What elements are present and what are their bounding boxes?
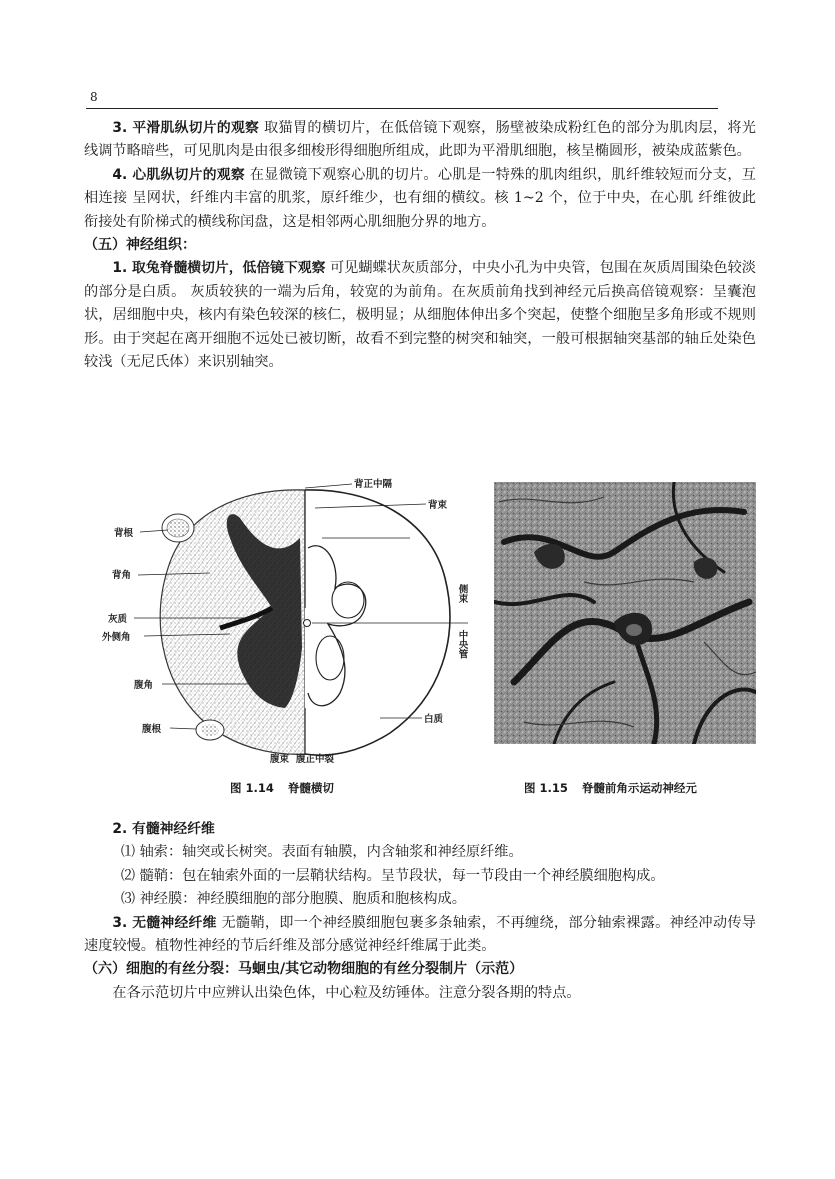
myelinated-item-neurilemma: ⑶ 神经膜：神经膜细胞的部分胞膜、胞质和胞核构成。	[120, 891, 466, 908]
label-central-canal: 中央管	[456, 630, 468, 659]
label-dorsal-root: 背根	[114, 528, 134, 539]
spinal-cord-text: 可见蝴蝶状灰质部分，中央小孔为中央管，包围在灰质周围染色较淡的部分是白质。 灰质较狭的一端为后角，较宽的为前角。在灰质前角找到神经元后换高倍镜观察：呈囊泡状，居细胞中央，核内有染色较深的核仁，极明显；从细胞体伸出多个突起，使整个细胞呈多角形或不规则形。由于突起在离开细胞不远处已被切断，故看不到完整的树突和轴突，一般可根据轴突基部的轴丘处染色较浅（无尼氏体）来识别轴突。	[84, 260, 756, 371]
nerve-tissue-heading: （五）神经组织：	[84, 237, 196, 254]
smooth-muscle-text: 取猫胃的横切片，在低倍镜下观察，肠壁被染成粉红色的部分为肌肉层，将光线调节略暗些，可见肌肉是由很多细梭形得细胞所组成，此即为平滑肌细胞，核呈椭圆形，被染成蓝紫色。	[84, 120, 756, 160]
myelinated-item-sheath: ⑵ 髓鞘：包在轴索外面的一层鞘状结构。呈节段状，每一节段由一个神经膜细胞构成。	[120, 867, 665, 884]
header-rule	[86, 108, 718, 109]
figure-1-15-caption	[524, 780, 697, 796]
paragraph-cardiac-muscle	[84, 164, 756, 234]
body-text-upper	[84, 117, 756, 374]
paragraph-unmyelinated	[84, 912, 756, 959]
myelinated-heading-line	[84, 818, 756, 841]
label-dorsal-funiculus: 背束	[428, 500, 448, 511]
label-ventral-funiculus: 腹束	[270, 754, 290, 765]
figure-1-14-title: 脊髓横切	[287, 781, 334, 795]
cardiac-muscle-title: 4. 心肌纵切片的观察	[112, 166, 245, 183]
myelinated-title: 2. 有髓神经纤维	[112, 821, 215, 837]
motor-neuron-micrograph	[494, 482, 756, 744]
mitosis-heading: （六）细胞的有丝分裂：马蛔虫/其它动物细胞的有丝分裂制片（示范）	[84, 961, 524, 978]
paragraph-spinal-cord	[84, 257, 756, 374]
label-gray-matter: 灰质	[108, 614, 128, 625]
label-lateral-horn: 外侧角	[102, 632, 131, 643]
label-ventral-root: 腹根	[142, 724, 162, 735]
unmyelinated-text: 无髓鞘，即一个神经膜细胞包裹多条轴索，不再缠绕，部分轴索裸露。神经冲动传导速度较慢。植物性神经的节后纤维及部分感觉神经纤维属于此类。	[84, 914, 756, 955]
figure-1-14-number: 图 1.14	[230, 781, 274, 795]
figure-1-15-title: 脊髓前角示运动神经元	[581, 781, 697, 795]
figure-1-15-number: 图 1.15	[524, 781, 568, 795]
body-text-lower	[84, 818, 756, 1005]
label-dorsal-median-septum: 背正中隔	[354, 479, 393, 490]
spinal-cord-cross-section-figure	[90, 478, 480, 768]
label-white-matter: 白质	[424, 714, 444, 725]
unmyelinated-title: 3. 无髓神经纤维	[112, 914, 217, 931]
myelinated-item-axon: ⑴ 轴索：轴突或长树突。表面有轴膜，内含轴浆和神经原纤维。	[120, 844, 523, 861]
smooth-muscle-title: 3. 平滑肌纵切片的观察	[112, 120, 260, 136]
mitosis-text: 在各示范切片中应辨认出染色体，中心粒及纺锤体。注意分裂各期的特点。	[112, 984, 581, 1001]
spinal-cord-title: 1. 取兔脊髓横切片，低倍镜下观察	[112, 260, 326, 277]
label-ventral-median-fissure: 腹正中裂	[296, 754, 335, 765]
page-number: 8	[90, 90, 98, 104]
label-dorsal-horn: 背角	[112, 570, 132, 581]
cardiac-muscle-text: 在显微镜下观察心肌的切片。心肌是一特殊的肌肉组织，肌纤维较短而分支，互相连接 呈网状，纤维内丰富的肌浆，原纤维少，也有细的横纹。核 1~2 个，位于中央，在心肌 纤维彼此衔接处有阶梯式的横线称闰盘，这是相邻两心肌细胞分界的地方。	[84, 166, 756, 230]
figures-row	[90, 478, 760, 808]
paragraph-smooth-muscle	[84, 117, 756, 164]
label-lateral-funiculus: 侧束	[456, 584, 468, 603]
label-ventral-horn: 腹角	[134, 680, 154, 691]
figure-1-14-caption	[230, 780, 334, 796]
